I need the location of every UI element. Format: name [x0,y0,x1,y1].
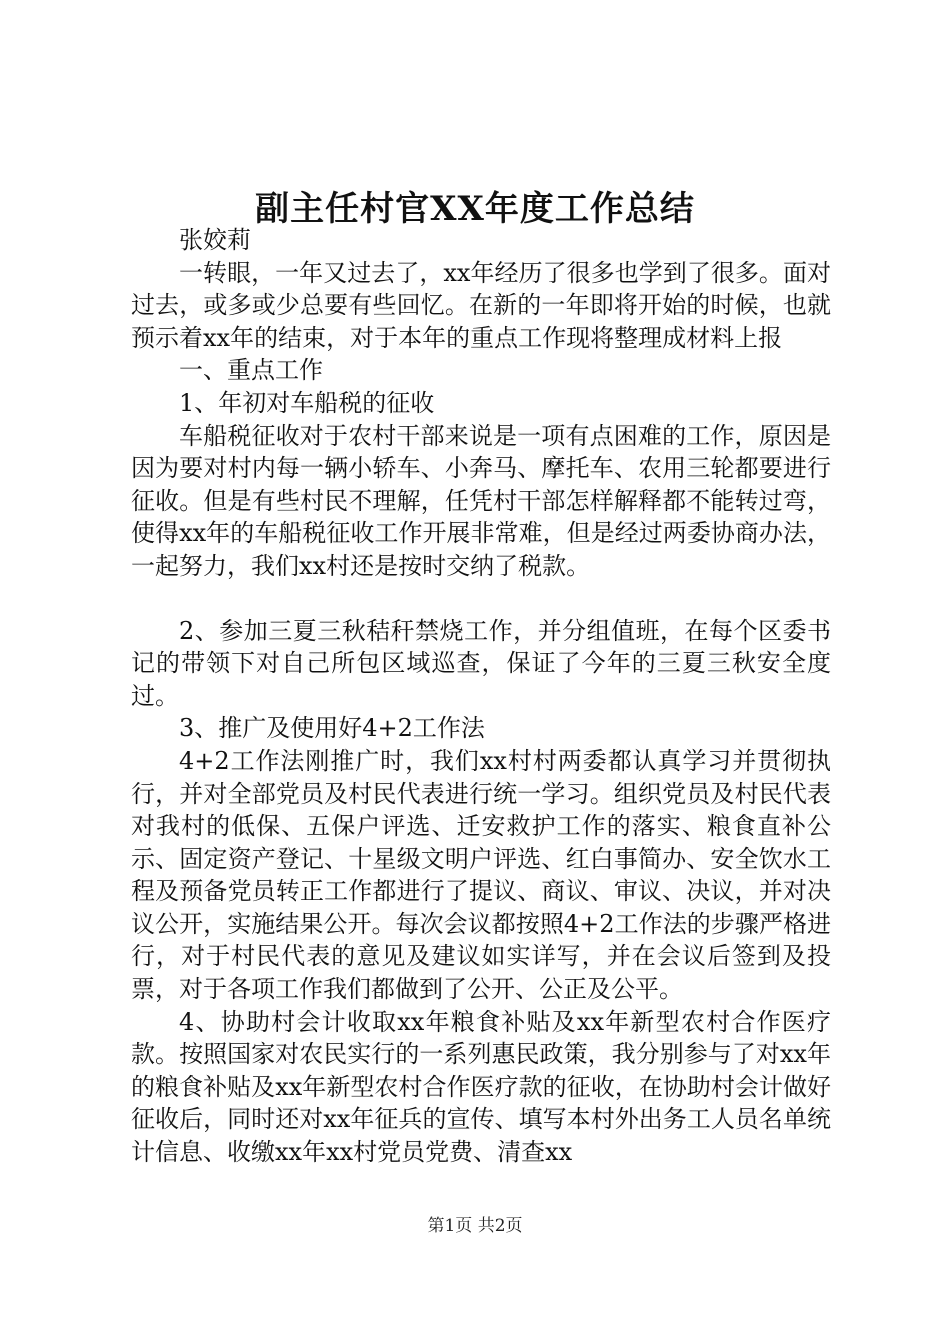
item-heading-1: 1、年初对车船税的征收 [179,388,435,417]
paragraph-vehicle-tax: 车船税征收对于农村干部来说是一项有点困难的工作，原因是因为要对村内每一辆小轿车、小奔马、摩托车、农用三轮都要进行征收。但是有些村民不理解，任凭村干部怎样解释都不能转过弯，使得xx年的车船税征收工作开展非常难，但是经过两委协商办法，一起努力，我们xx村还是按时交纳了税款。 [131,421,831,580]
author-line: 张姣莉 [179,226,251,254]
document-body [131,224,831,1169]
item-heading-3: 3、推广及使用好4+2工作法 [179,714,485,743]
paragraph-subsidy: 4、协助村会计收取xx年粮食补贴及xx年新型农村合作医疗款。按照国家对农民实行的一系列惠民政策，我分别参与了对xx年的粮食补贴及xx年新型农村合作医疗款的征收，在协助村会计做好征收后，同时还对xx年征兵的宣传、填写本村外出务工人员名单统计信息、收缴xx年xx村党员党费、清查xx [131,1007,831,1167]
paragraph-straw-burning: 2、参加三夏三秋秸秆禁烧工作，并分组值班，在每个区委书记的带领下对自己所包区域巡查，保证了今年的三夏三秋安全度过。 [131,616,831,710]
paragraph-work-method: 4+2工作法刚推广时，我们xx村村两委都认真学习并贯彻执行，并对全部党员及村民代表进行统一学习。组织党员及村民代表对我村的低保、五保户评选、迁安救护工作的落实、粮食直补公示、固定资产登记、十星级文明户评选、红白事简办、安全饮水工程及预备党员转正工作都进行了提议、商议、审议、决议，并对决议公开，实施结果公开。每次会议都按照4+2工作法的步骤严格进行，对于村民代表的意见及建议如实详写，并在会议后签到及投票，对于各项工作我们都做到了公开、公正及公平。 [131,746,831,1004]
paragraph-intro: 一转眼，一年又过去了，xx年经历了很多也学到了很多。面对过去，或多或少总要有些回忆。在新的一年即将开始的时候，也就预示着xx年的结束，对于本年的重点工作现将整理成材料上报 [131,258,831,352]
page-footer: 第1页 共2页 [427,1216,523,1236]
document-title: 副主任村官XX年度工作总结 [255,189,695,229]
section-heading: 一、重点工作 [179,356,323,385]
